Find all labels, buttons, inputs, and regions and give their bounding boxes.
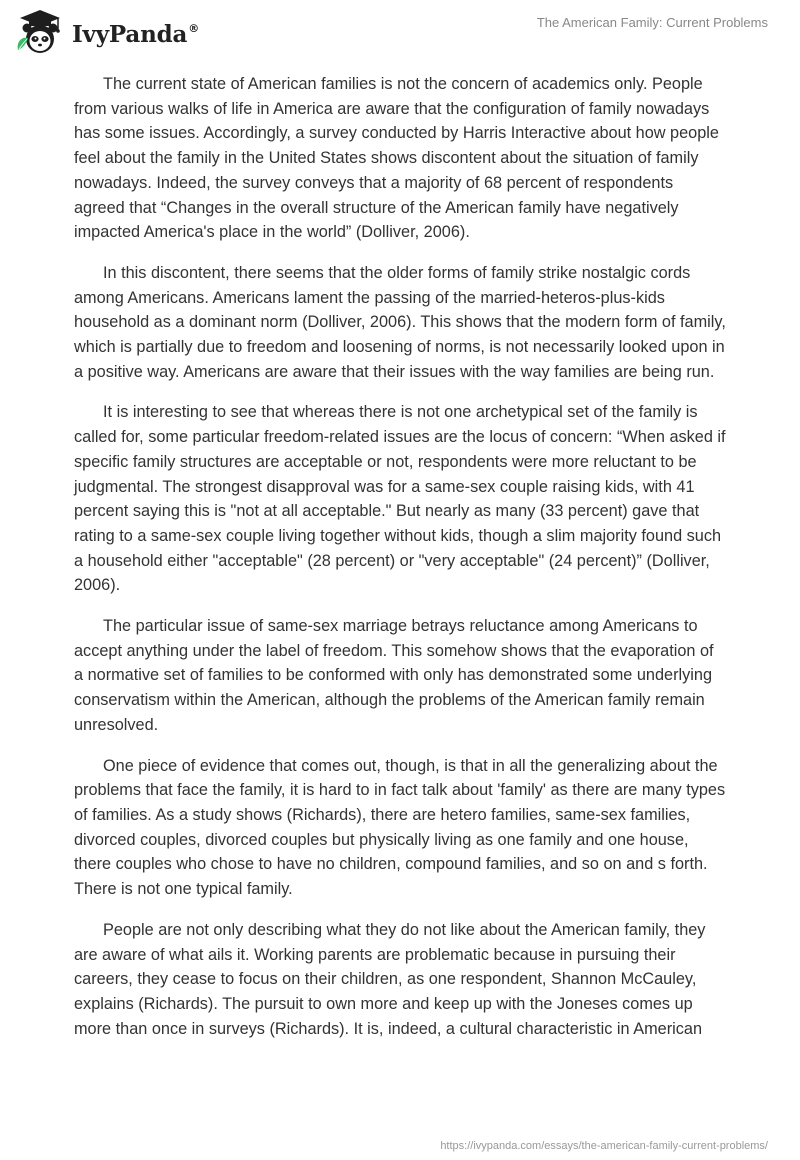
paragraph: It is interesting to see that whereas there is not one archetypical set of the family is called for, some particular freedom-related issues are the locus of concern: “When asked if specific family structures are acceptable or not, respondents were more reluctant to be judgmental. The strongest disapproval was for a same-sex couple raising kids, with 41 percent saying this is "not at all acceptable." But nearly as many (33 percent) gave that rating to a same-sex couple living together without kids, though a slim majority found such a household either "acceptable" (28 percent) or "very acceptable" (24 percent)” (Dolliver, 2006). — [74, 403, 726, 595]
page-header — [0, 0, 800, 60]
paragraph: The current state of American families is not the concern of academics only. People from various walks of life in America are aware that the configuration of family nowadays has some issues. Accordingly, a survey conducted by Harris Interactive about how people feel about the family in the United States shows discontent about the situation of family nowadays. Indeed, the survey conveys that a majority of 68 percent of respondents agreed that “Changes in the overall structure of the American family have negatively impacted America's place in the world” (Dolliver, 2006). — [74, 75, 719, 242]
paragraph: In this discontent, there seems that the older forms of family strike nostalgic cords among Americans. Americans lament the passing of the married-heteros-plus-kids household as a dominant norm (Dolliver, 2006). This shows that the modern form of family, which is partially due to freedom and loosening of norms, is not necessarily looked upon in a positive way. Americans are aware that their issues with the way families are being run. — [74, 263, 726, 381]
paragraph: The particular issue of same-sex marriage betrays reluctance among Americans to accept anything under the label of freedom. This somehow shows that the evaporation of a normative set of families to be conformed with only has demonstrated some underlying conservatism within the American, although the problems of the American family remain unresolved. — [74, 617, 714, 734]
essay-body — [74, 72, 726, 1057]
document-title: The American Family: Current Problems — [536, 15, 768, 30]
logo-wordmark — [72, 21, 199, 48]
registered-mark: ® — [188, 21, 199, 35]
paragraph: People are not only describing what they do not like about the American family, they are aware of what ails it. Working parents are problematic because in pursuing their careers, they cease to focus on their children, as one respondent, Shannon McCauley, explains (Richards). The pursuit to own more and keep up with the Joneses comes up more than once in surveys (Richards). It is, indeed, a cultural characteristic in American — [74, 920, 706, 1038]
ivypanda-logo[interactable] — [14, 8, 199, 56]
source-url-link[interactable]: https://ivypanda.com/essays/the-american-family-current-problems/ — [440, 1140, 768, 1152]
paragraph: One piece of evidence that comes out, though, is that in all the generalizing about the problems that face the family, it is hard to in fact talk about 'family' as there are many types of families. As a study shows (Richards), there are hetero families, same-sex families, divorced couples, divorced couples but physically living as one family and one house, there couples who chose to have no children, compound families, and so on and s forth. There is not one typical family. — [74, 756, 726, 899]
panda-graduate-icon — [14, 8, 66, 56]
logo-text: IvyPanda — [72, 20, 188, 48]
